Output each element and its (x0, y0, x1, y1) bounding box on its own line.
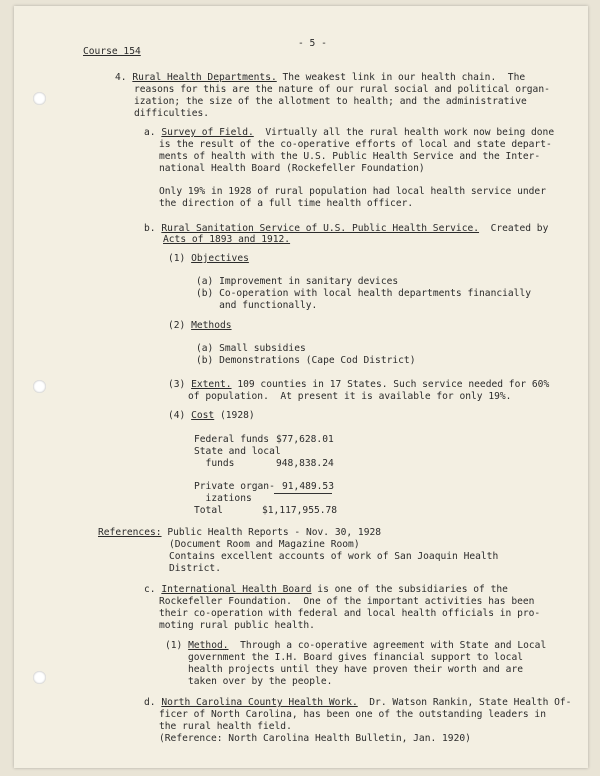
section-4-heading (115, 72, 525, 84)
item-d-title: North Carolina County Health Work. (161, 697, 358, 708)
objectives-number: (1) (168, 253, 186, 264)
extent-line-1: 109 counties in 17 States. Such service needed for 60% (231, 379, 550, 390)
item-a-line-3: ments of health with the U.S. Public Health Service and the Inter- (159, 151, 541, 162)
item-c-method-number: (1) (165, 640, 183, 651)
extent-title: Extent. (191, 379, 232, 390)
cost-title: Cost (191, 410, 215, 421)
item-c-heading (144, 584, 508, 596)
item-a-line-2: is the result of the co-operative efforts of local and state depart- (159, 139, 552, 150)
section-4-title: Rural Health Departments. (132, 72, 277, 83)
item-c-title: International Health Board (161, 584, 312, 595)
item-b-line-1: Created by (479, 223, 549, 234)
course-label: Course 154 (83, 46, 141, 57)
section-4-number: 4. (115, 72, 127, 83)
cost-heading (168, 410, 255, 422)
punch-hole-top (33, 92, 46, 105)
objectives-item-b-cont: and functionally. (196, 300, 318, 311)
extent-heading (168, 379, 549, 391)
extent-number: (3) (168, 379, 186, 390)
item-a-line-4: national Health Board (Rockefeller Foundation) (159, 163, 425, 174)
references-line-2: (Document Room and Magazine Room) (169, 539, 360, 550)
item-c-line-3: their co-operation with federal and local health officials in pro- (159, 608, 541, 619)
item-c-line-1: is one of the subsidiaries of the (311, 584, 508, 595)
punch-hole-middle (33, 380, 46, 393)
cost-state-funds-label: funds (194, 458, 235, 469)
page-number: - 5 - (298, 38, 327, 49)
item-c-method-line-4: taken over by the people. (188, 676, 333, 687)
objectives-item-b: (b) Co-operation with local health departments financially (196, 288, 532, 299)
references-line-4: District. (169, 563, 221, 574)
cost-federal-label: Federal funds (194, 434, 270, 445)
methods-title: Methods (191, 320, 232, 331)
item-b-line-2: Acts of 1893 and 1912. (163, 234, 291, 245)
punch-hole-bottom (33, 671, 46, 684)
cost-state-label: State and local (194, 446, 281, 457)
references-line-1: Public Health Reports - Nov. 30, 1928 (161, 527, 382, 538)
objectives-item-a: (a) Improvement in sanitary devices (196, 276, 399, 287)
item-c-method-line-2: government the I.H. Board gives financial support to local (188, 652, 524, 663)
item-d-line-3: the rural health field. (159, 721, 292, 732)
cost-number: (4) (168, 410, 186, 421)
cost-total-label: Total (194, 505, 223, 516)
section-4-line-1: The weakest link in our health chain. The (276, 72, 526, 83)
item-d-heading (144, 697, 571, 709)
cost-total-value: $1,117,955.78 (262, 505, 338, 516)
references-label: References: (98, 527, 162, 538)
item-d-line-4: (Reference: North Carolina Health Bulletin, Jan. 1920) (159, 733, 471, 744)
item-c-line-2: Rockefeller Foundation. One of the important activities has been (159, 596, 535, 607)
item-a-line-1: Virtually all the rural health work now being done (253, 127, 555, 138)
objectives-title: Objectives (191, 253, 249, 264)
cost-federal-value: $77,628.01 (276, 434, 334, 445)
methods-number: (2) (168, 320, 186, 331)
item-a-paragraph-1: Only 19% in 1928 of rural population had local health service under (159, 186, 546, 197)
cost-year: (1928) (214, 410, 255, 421)
item-c-method-title: Method. (188, 640, 229, 651)
objectives-heading (168, 253, 249, 265)
item-c-label: c. (144, 584, 156, 595)
item-d-label: d. (144, 697, 156, 708)
section-4-line-4: difficulties. (134, 108, 210, 119)
item-a-heading (144, 127, 554, 139)
item-c-line-4: moting rural public health. (159, 620, 315, 631)
item-b-label: b. (144, 223, 156, 234)
item-d-line-1: Dr. Watson Rankin, State Health Of- (357, 697, 572, 708)
item-a-label: a. (144, 127, 156, 138)
cost-sum-rule (274, 493, 332, 494)
extent-line-2: of population. At present it is available for only 19%. (188, 391, 512, 402)
item-c-method-line-3: health projects until they have proven their worth and are (188, 664, 524, 675)
cost-private-label-cont: izations (194, 493, 252, 504)
item-c-method-heading (165, 640, 546, 652)
references-heading (98, 527, 381, 539)
section-4-line-3: ization; the size of the allotment to health; and the administrative (134, 96, 527, 107)
item-c-method-line-1: Through a co-operative agreement with State and Local (228, 640, 547, 651)
references-line-3: Contains excellent accounts of work of San Joaquin Health (169, 551, 499, 562)
methods-heading (168, 320, 232, 332)
item-a-title: Survey of Field. (161, 127, 254, 138)
item-b-title: Rural Sanitation Service of U.S. Public Health Service. (161, 223, 480, 234)
item-a-paragraph-2: the direction of a full time health officer. (159, 198, 414, 209)
item-d-line-2: ficer of North Carolina, has been one of the outstanding leaders in (159, 709, 546, 720)
cost-private-value: 91,489.53 (282, 481, 334, 492)
cost-private-label: Private organ- (194, 481, 275, 492)
cost-state-value: 948,838.24 (276, 458, 334, 469)
section-4-line-2: reasons for this are the nature of our rural social and political organ- (134, 84, 550, 95)
methods-item-b: (b) Demonstrations (Cape Cod District) (196, 355, 416, 366)
methods-item-a: (a) Small subsidies (196, 343, 306, 354)
